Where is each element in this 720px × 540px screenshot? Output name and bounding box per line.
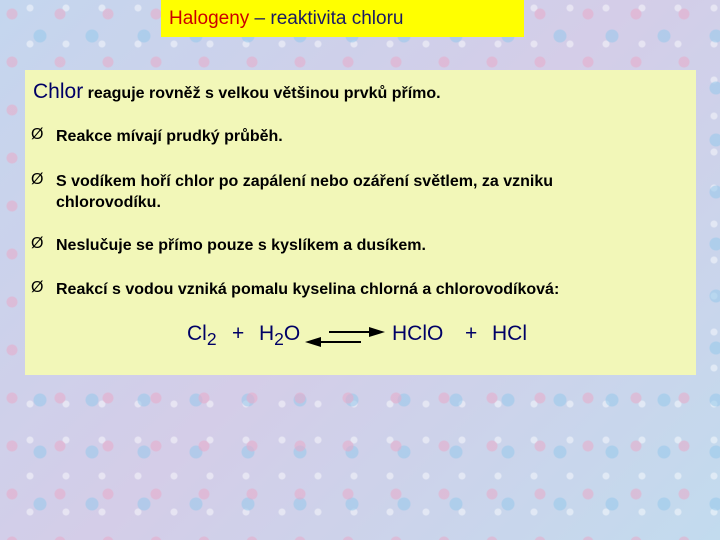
plus-sign: + — [465, 322, 478, 345]
bullet-text: Reakcí s vodou vzniká pomalu kyselina chlorná a chlorovodíková: — [56, 281, 560, 298]
arrow-bullet-icon: Ø — [31, 171, 44, 188]
content-panel — [25, 70, 696, 375]
intro-line — [33, 80, 441, 104]
reactant-water: $H_2O$ — [259, 322, 301, 350]
intro-lead-word: Chlor — [33, 80, 84, 103]
product-hydrochloric-acid: HCl — [492, 322, 527, 345]
arrow-bullet-icon: Ø — [31, 235, 44, 252]
title-halogeny: Halogeny — [169, 8, 250, 29]
slide-title — [161, 0, 524, 37]
bullet-item — [31, 171, 631, 213]
reactant-chlorine: $Cl_2$ — [187, 322, 217, 350]
bullet-text: Neslučuje se přímo pouze s kyslíkem a dusíkem. — [56, 237, 426, 254]
bullet-item — [31, 279, 681, 300]
bullet-text: Reakce mívají prudký průběh. — [56, 128, 283, 145]
arrow-bullet-icon: Ø — [31, 126, 44, 143]
arrow-bullet-icon: Ø — [31, 279, 44, 296]
bullet-item — [31, 126, 671, 147]
bullet-item — [31, 235, 671, 256]
plus-sign: + — [232, 322, 245, 345]
product-hypochlorous-acid: HClO — [392, 322, 444, 345]
title-subtitle: – reaktivita chloru — [249, 8, 404, 29]
equilibrium-arrow-icon — [305, 325, 385, 349]
bullet-text: S vodíkem hoří chlor po zapálení nebo ozáření světlem, za vzniku chlorovodíku. — [56, 173, 554, 211]
intro-text: reaguje rovněž s velkou většinou prvků přímo. — [83, 85, 441, 102]
